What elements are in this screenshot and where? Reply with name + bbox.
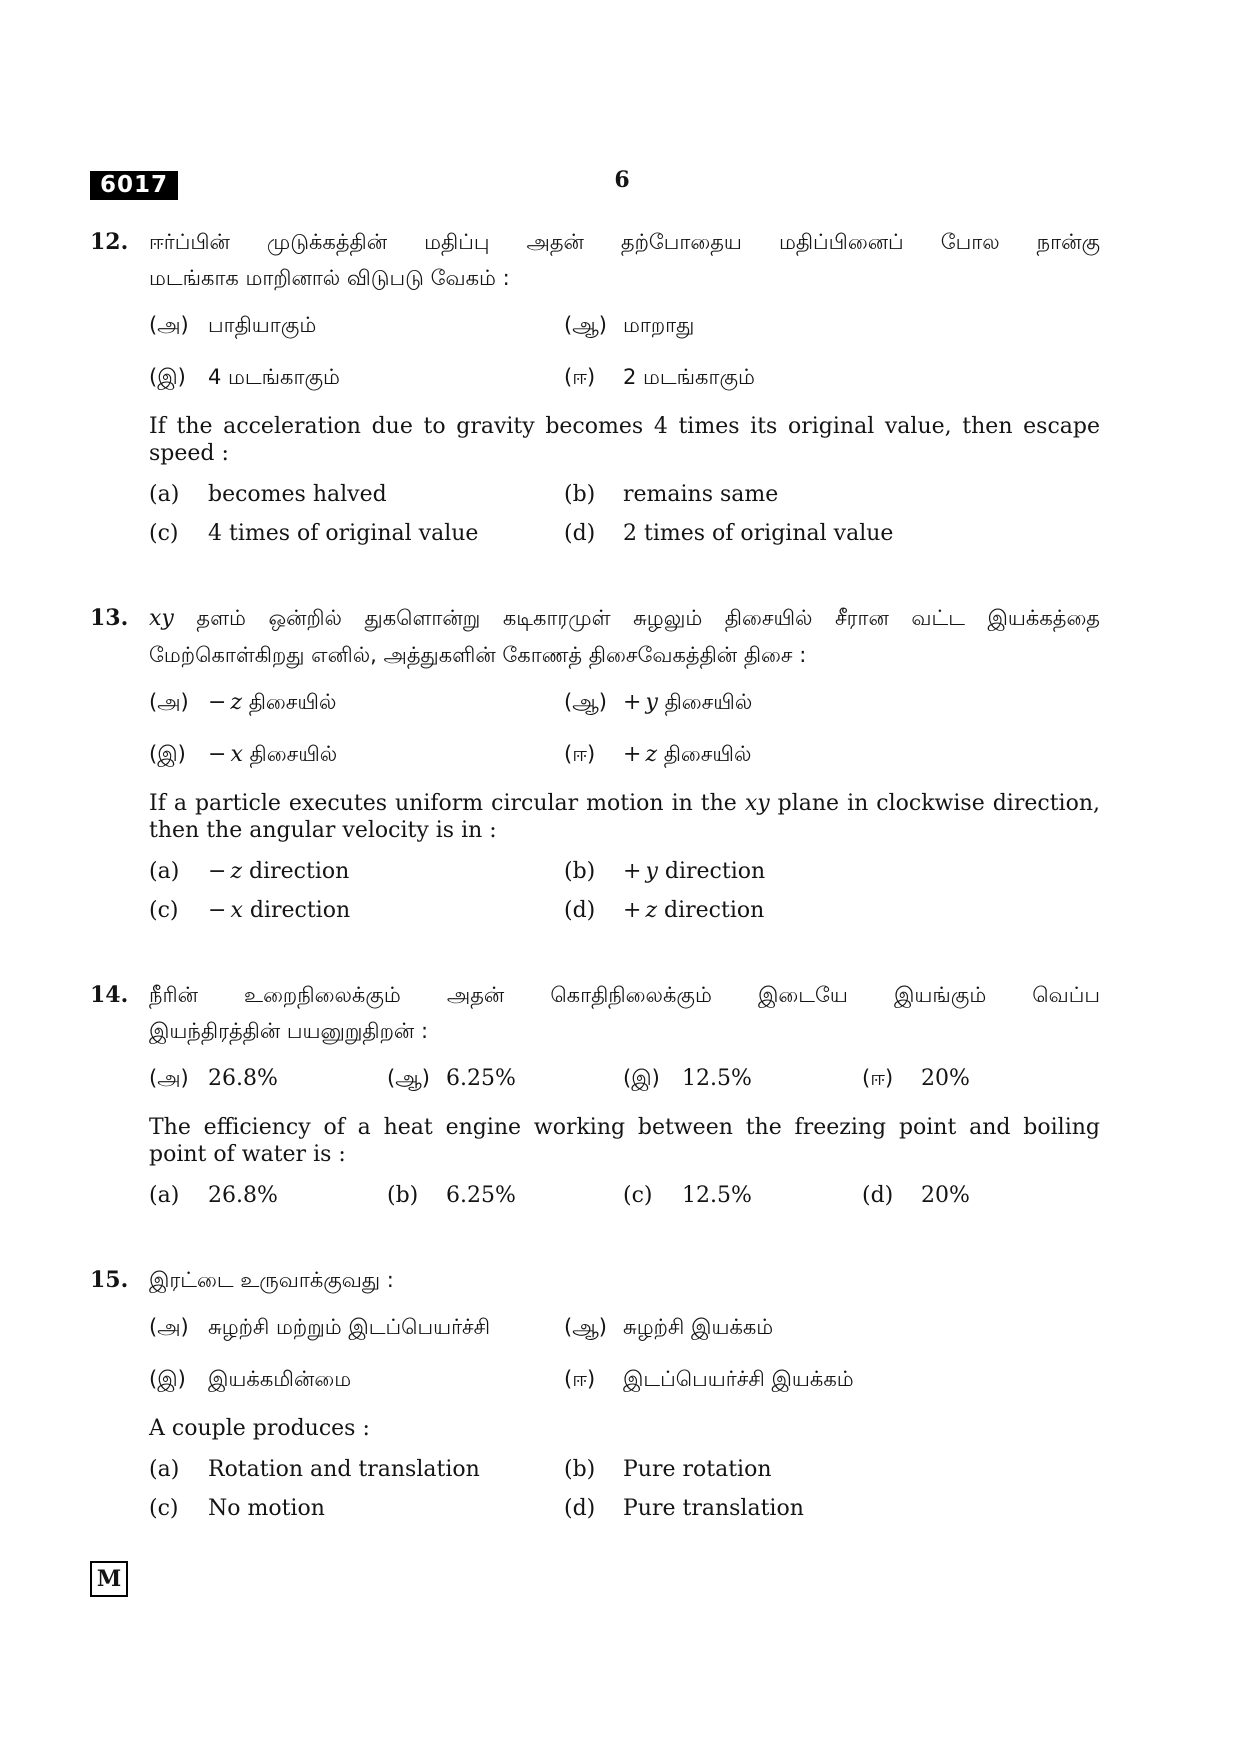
option-text <box>623 690 1100 717</box>
option-text: 2 மடங்காகும் <box>623 364 755 389</box>
question-number: 13. <box>90 605 129 631</box>
options-row <box>149 514 1100 553</box>
option-word: திசையில் <box>248 689 337 714</box>
stem-line: If the acceleration due to gravity becomes 4 times its original value, then escape <box>149 414 1100 439</box>
tamil-question-stem <box>149 977 1100 1049</box>
option-text: 6.25% <box>446 1065 516 1091</box>
stem-line: A couple produces : <box>149 1416 370 1441</box>
stem-line: இயந்திரத்தின் பயனுறுதிறன் : <box>149 1019 429 1043</box>
stem-line: then the angular velocity is in : <box>149 818 497 843</box>
stem-line: point of water is : <box>149 1142 346 1167</box>
english-option-d <box>564 1496 1100 1521</box>
option-label: (அ) <box>149 1065 189 1090</box>
math-variable: xy <box>744 791 770 816</box>
option-text: மாறாது <box>623 312 695 337</box>
option-text <box>623 859 1100 884</box>
option-label: (a) <box>149 859 180 884</box>
option-text: இயக்கமின்மை <box>208 1366 352 1391</box>
tamil-option-d <box>564 365 1100 392</box>
tamil-option-d <box>564 1367 1100 1394</box>
option-label: (b) <box>564 1457 596 1482</box>
stem-text: plane in clockwise direction, <box>777 791 1100 816</box>
option-label: (அ) <box>149 1314 189 1339</box>
option-label: (d) <box>862 1183 894 1208</box>
option-text <box>623 742 1100 769</box>
option-label: (a) <box>149 1457 180 1482</box>
english-option-a <box>149 859 564 884</box>
tamil-options <box>149 1302 1100 1406</box>
option-label: (c) <box>149 521 179 546</box>
math-variable: z <box>230 859 243 884</box>
tamil-option-c <box>623 1066 862 1093</box>
options-row <box>149 1053 1100 1105</box>
option-label: (ஈ) <box>862 1065 894 1090</box>
question-15 <box>90 1262 1100 1528</box>
option-label: (d) <box>564 898 596 923</box>
english-options <box>149 475 1100 553</box>
math-sign: − <box>208 859 227 884</box>
question-number: 15. <box>90 1267 129 1293</box>
option-text: இடப்பெயர்ச்சி இயக்கம் <box>623 1366 854 1391</box>
option-label: (b) <box>387 1183 419 1208</box>
option-label: (ஆ) <box>564 312 607 337</box>
option-text <box>208 742 564 769</box>
tamil-option-b <box>564 1315 1100 1342</box>
option-word: திசையில் <box>663 741 752 766</box>
option-text: Pure rotation <box>623 1457 772 1482</box>
stem-text: If a particle executes uniform circular motion in the <box>149 791 737 816</box>
stem-line: மடங்காக மாறினால் விடுபடு வேகம் : <box>149 266 510 290</box>
option-label: (இ) <box>149 741 186 766</box>
option-label: (ஆ) <box>387 1065 430 1090</box>
option-label: (ஆ) <box>564 689 607 714</box>
math-sign: + <box>623 741 642 767</box>
options-row <box>149 1354 1100 1406</box>
option-label: (a) <box>149 482 180 507</box>
option-text: Rotation and translation <box>208 1457 480 1482</box>
option-text: சுழற்சி இயக்கம் <box>623 1314 774 1339</box>
english-option-d <box>564 521 1100 546</box>
math-sign: + <box>623 898 642 923</box>
question-number: 12. <box>90 229 129 255</box>
option-label: (இ) <box>149 1366 186 1391</box>
option-text: Pure translation <box>623 1496 804 1521</box>
option-word: திசையில் <box>249 741 338 766</box>
option-text: 26.8% <box>208 1065 278 1091</box>
option-label: (இ) <box>623 1065 660 1090</box>
option-label: (அ) <box>149 689 189 714</box>
options-row <box>149 852 1100 891</box>
stem-line <box>149 600 1100 637</box>
english-option-c <box>149 1496 564 1521</box>
option-label: (b) <box>564 482 596 507</box>
english-option-b <box>387 1183 623 1208</box>
options-row <box>149 729 1100 781</box>
tamil-option-c <box>149 365 564 392</box>
tamil-options <box>149 1053 1100 1105</box>
option-text <box>208 690 564 717</box>
english-option-a <box>149 1457 564 1482</box>
options-row <box>149 475 1100 514</box>
option-label: (ஈ) <box>564 364 596 389</box>
question-13 <box>90 600 1100 930</box>
option-label: (c) <box>623 1183 653 1208</box>
english-option-b <box>564 1457 1100 1482</box>
option-label: (ஈ) <box>564 1366 596 1391</box>
english-options <box>149 852 1100 930</box>
english-option-d <box>564 898 1100 923</box>
options-row <box>149 1302 1100 1354</box>
option-text: No motion <box>208 1496 325 1521</box>
stem-line: speed : <box>149 441 229 466</box>
option-label: (ஆ) <box>564 1314 607 1339</box>
option-label: (c) <box>149 1496 179 1521</box>
option-text: 4 times of original value <box>208 521 479 546</box>
question-12 <box>90 224 1100 553</box>
math-variable: z <box>645 741 658 767</box>
english-question-stem <box>149 413 1100 467</box>
question-14 <box>90 977 1100 1215</box>
tamil-option-b <box>387 1066 623 1093</box>
option-label: (d) <box>564 1496 596 1521</box>
option-label: (b) <box>564 859 596 884</box>
option-text: பாதியாகும் <box>208 312 317 337</box>
options-row <box>149 1450 1100 1489</box>
options-row <box>149 1176 1100 1215</box>
english-option-a <box>149 1183 387 1208</box>
option-text <box>208 859 564 884</box>
option-word: திசையில் <box>664 689 753 714</box>
math-sign: − <box>208 898 227 923</box>
english-option-d <box>862 1183 1100 1208</box>
question-number: 14. <box>90 982 129 1008</box>
stem-line: நீரின் உறைநிலைக்கும் அதன் கொதிநிலைக்கும் இடையே இயங்கும் வெப்ப <box>149 983 1100 1007</box>
math-sign: − <box>208 741 227 767</box>
option-label: (இ) <box>149 364 186 389</box>
english-question-stem <box>149 1114 1100 1168</box>
english-question-stem <box>149 1415 1100 1442</box>
tamil-option-a <box>149 1315 564 1342</box>
exam-code-badge: 6017 <box>90 171 178 200</box>
math-variable: x <box>230 898 243 923</box>
option-text: 20% <box>921 1183 970 1208</box>
option-text <box>623 898 1100 923</box>
tamil-option-c <box>149 742 564 769</box>
option-text: 12.5% <box>682 1183 752 1208</box>
tamil-option-a <box>149 690 564 717</box>
math-variable: y <box>645 859 658 884</box>
stem-line: இரட்டை உருவாக்குவது : <box>149 1268 394 1292</box>
options-row <box>149 352 1100 404</box>
option-text: சுழற்சி மற்றும் இடப்பெயர்ச்சி <box>208 1314 491 1339</box>
option-label: (d) <box>564 521 596 546</box>
math-variable: x <box>230 741 243 767</box>
option-text: remains same <box>623 482 779 507</box>
english-option-c <box>149 521 564 546</box>
option-word: direction <box>249 898 351 923</box>
option-text: 2 times of original value <box>623 521 894 546</box>
option-label: (c) <box>149 898 179 923</box>
questions-list <box>90 224 1100 1597</box>
english-option-c <box>149 898 564 923</box>
tamil-option-b <box>564 690 1100 717</box>
english-options <box>149 1450 1100 1528</box>
tamil-question-stem <box>149 600 1100 673</box>
page-number: 6 <box>614 167 630 193</box>
english-option-b <box>564 482 1100 507</box>
english-question-stem <box>149 790 1100 844</box>
option-text: 20% <box>921 1065 970 1091</box>
option-label: (a) <box>149 1183 180 1208</box>
option-word: direction <box>664 898 765 923</box>
tamil-option-d <box>862 1066 1100 1093</box>
option-text: 4 மடங்காகும் <box>208 364 340 389</box>
tamil-option-a <box>149 1066 387 1093</box>
tamil-options <box>149 677 1100 781</box>
option-label: (அ) <box>149 312 189 337</box>
math-variable: z <box>230 689 243 715</box>
math-variable: xy <box>149 606 174 631</box>
option-label: (ஈ) <box>564 741 596 766</box>
option-text: becomes halved <box>208 482 387 507</box>
tamil-option-c <box>149 1367 564 1394</box>
option-text <box>208 898 564 923</box>
option-text: 6.25% <box>446 1183 516 1208</box>
math-variable: z <box>645 898 658 923</box>
tamil-option-a <box>149 313 564 340</box>
english-option-c <box>623 1183 862 1208</box>
footer-mark-box: M <box>90 1561 128 1597</box>
stem-line <box>149 790 1100 817</box>
math-variable: y <box>645 689 658 715</box>
tamil-question-stem <box>149 224 1100 296</box>
options-row <box>149 677 1100 729</box>
stem-line: ஈர்ப்பின் முடுக்கத்தின் மதிப்பு அதன் தற்போதைய மதிப்பினைப் போல நான்கு <box>149 230 1100 254</box>
stem-text: தளம் ஒன்றில் துகளொன்று கடிகாரமுள் சுழலும் திசையில் சீரான வட்ட இயக்கத்தை <box>196 606 1100 630</box>
tamil-option-b <box>564 313 1100 340</box>
tamil-option-d <box>564 742 1100 769</box>
stem-line: மேற்கொள்கிறது எனில், அத்துகளின் கோணத் திசைவேகத்தின் திசை : <box>149 643 807 667</box>
math-sign: − <box>208 689 227 715</box>
option-word: direction <box>249 859 350 884</box>
tamil-question-stem <box>149 1262 1100 1298</box>
options-row <box>149 891 1100 930</box>
math-sign: + <box>623 859 642 884</box>
options-row <box>149 300 1100 352</box>
math-sign: + <box>623 689 642 715</box>
options-row <box>149 1489 1100 1528</box>
english-option-b <box>564 859 1100 884</box>
stem-line: The efficiency of a heat engine working between the freezing point and boiling <box>149 1115 1100 1140</box>
tamil-options <box>149 300 1100 404</box>
english-option-a <box>149 482 564 507</box>
option-text: 26.8% <box>208 1183 278 1208</box>
option-word: direction <box>664 859 766 884</box>
option-text: 12.5% <box>682 1065 752 1091</box>
english-options <box>149 1176 1100 1215</box>
